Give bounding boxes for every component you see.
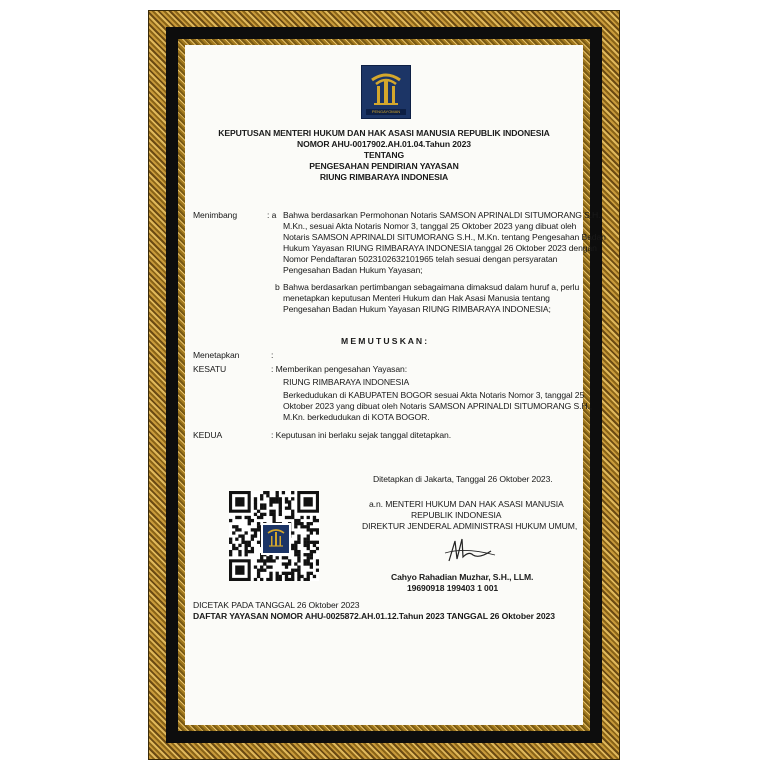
kesatu-text: : Memberikan pengesahan Yayasan: bbox=[271, 364, 407, 374]
kesatu-line: Oktober 2023 yang dibuat oleh Notaris SAMSON APRINALDI SITUMORANG S.H., bbox=[283, 401, 593, 411]
menimbang-b-marker: b bbox=[275, 282, 280, 292]
signature-icon bbox=[435, 533, 505, 567]
kesatu-line: Berkedudukan di KABUPATEN BOGOR sesuai Akta Notaris Nomor 3, tanggal 25 bbox=[283, 390, 585, 400]
menimbang-a-line: Bahwa berdasarkan Permohonan Notaris SAMSON APRINALDI SITUMORANG S.H., bbox=[283, 210, 603, 220]
yayasan-name: RIUNG RIMBARAYA INDONESIA bbox=[283, 377, 410, 387]
signatory-name: Cahyo Rahadian Muzhar, S.H., LLM. bbox=[391, 572, 534, 582]
kedua-label: KEDUA bbox=[193, 430, 223, 440]
menimbang-label: Menimbang bbox=[193, 210, 238, 220]
pengayoman-emblem-icon bbox=[361, 65, 411, 119]
qr-emblem-icon bbox=[261, 523, 291, 555]
certificate-document bbox=[185, 45, 606, 725]
menimbang-a-line: Notaris SAMSON APRINALDI SITUMORANG S.H., M.Kn. tentang Pengesahan Badan bbox=[283, 232, 606, 242]
menimbang-a-line: M.Kn., sesuai Akta Notaris Nomor 3, tanggal 25 Oktober 2023 yang dibuat oleh bbox=[283, 221, 577, 231]
memutuskan-heading: M E M U T U S K A N : bbox=[340, 336, 428, 346]
qr-code bbox=[229, 491, 319, 581]
title-line-4: PENGESAHAN PENDIRIAN YAYASAN bbox=[309, 161, 459, 171]
menimbang-a-marker: : a bbox=[267, 210, 277, 220]
menimbang-a-line: Nomor Pendaftaran 5023102632101965 telah sesuai dengan persyaratan bbox=[283, 254, 558, 264]
signatory-line-1: a.n. MENTERI HUKUM DAN HAK ASASI MANUSIA bbox=[369, 499, 564, 509]
menimbang-a-line: Pengesahan Badan Hukum Yayasan; bbox=[283, 265, 423, 275]
title-line-2: NOMOR AHU-0017902.AH.01.04.Tahun 2023 bbox=[297, 139, 471, 149]
signatory-line-2: REPUBLIK INDONESIA bbox=[411, 510, 502, 520]
kedua-text: : Keputusan ini berlaku sejak tanggal ditetapkan. bbox=[271, 430, 451, 440]
signatory-nip: 19690918 199403 1 001 bbox=[407, 583, 499, 593]
kesatu-line: M.Kn. berkedudukan di KOTA BOGOR. bbox=[283, 412, 430, 422]
menetapkan-colon: : bbox=[271, 350, 274, 360]
title-line-5: RIUNG RIMBARAYA INDONESIA bbox=[319, 172, 449, 182]
emblem-caption: PENGAYOMAN bbox=[371, 109, 401, 114]
dicetak-text: DICETAK PADA TANGGAL 26 Oktober 2023 bbox=[193, 600, 360, 610]
kesatu-label: KESATU bbox=[193, 364, 227, 374]
menimbang-a-line: Hukum Yayasan RIUNG RIMBARAYA INDONESIA tanggal 26 Oktober 2023 dengan bbox=[283, 243, 597, 253]
menimbang-b-line: menetapkan keputusan Menteri Hukum dan Hak Asasi Manusia tentang bbox=[283, 293, 550, 303]
signatory-line-3: DIREKTUR JENDERAL ADMINISTRASI HUKUM UMUM, bbox=[362, 521, 578, 531]
menimbang-b-line: Bahwa berdasarkan pertimbangan sebagaimana dimaksud dalam huruf a, perlu bbox=[283, 282, 580, 292]
menetapkan-label: Menetapkan bbox=[193, 350, 240, 360]
title-line-1: KEPUTUSAN MENTERI HUKUM DAN HAK ASASI MANUSIA REPUBLIK INDONESIA bbox=[218, 128, 550, 138]
daftar-text: DAFTAR YAYASAN NOMOR AHU-0025872.AH.01.12.Tahun 2023 TANGGAL 26 Oktober 2023 bbox=[193, 611, 555, 621]
ditetapkan-text: Ditetapkan di Jakarta, Tanggal 26 Oktober 2023. bbox=[373, 474, 553, 484]
title-line-3: TENTANG bbox=[363, 150, 405, 160]
menimbang-b-line: Pengesahan Badan Hukum Yayasan RIUNG RIMBARAYA INDONESIA; bbox=[283, 304, 551, 314]
